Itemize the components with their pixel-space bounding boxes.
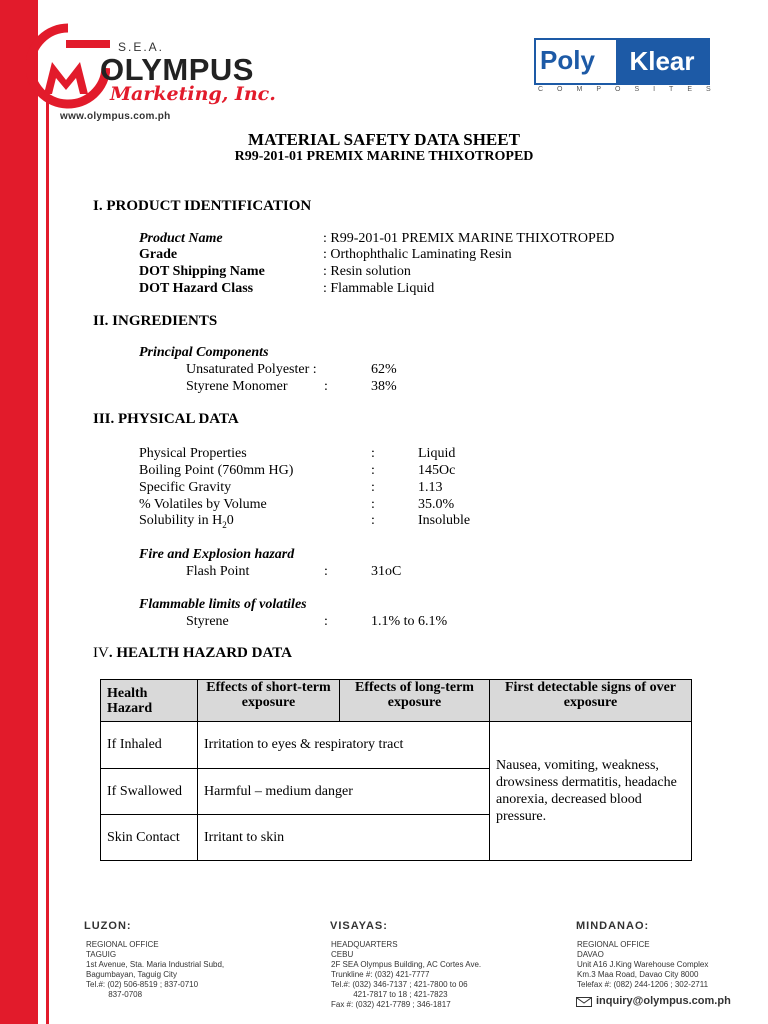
physical-colon: : <box>371 446 375 461</box>
principal-components-heading: Principal Components <box>139 345 269 360</box>
physical-value: 1.13 <box>418 480 443 495</box>
solubility-text: Solubility in H <box>139 513 223 528</box>
effect-cell: Irritation to eyes & respiratory tract <box>198 722 490 769</box>
envelope-icon <box>576 997 592 1007</box>
flash-point-label: Flash Point <box>186 564 250 579</box>
document-title: MATERIAL SAFETY DATA SHEET <box>248 130 520 149</box>
dot-shipping-value: : Resin solution <box>323 264 411 279</box>
section-physical-data: III. PHYSICAL DATA <box>93 411 239 427</box>
section-iv-title: . HEALTH HAZARD DATA <box>108 645 292 661</box>
section-ingredients: II. INGREDIENTS <box>93 313 218 329</box>
physical-colon: : <box>371 480 375 495</box>
section-product-identification: I. PRODUCT IDENTIFICATION <box>93 198 312 214</box>
fire-hazard-heading: Fire and Explosion hazard <box>139 547 295 562</box>
olympus-logo-icon <box>26 22 110 112</box>
physical-colon: : <box>371 513 375 528</box>
flash-point-value: 31oC <box>371 564 402 579</box>
footer-luzon-title: LUZON: <box>84 920 132 932</box>
footer-luzon-body: REGIONAL OFFICE TAGUIG 1st Avenue, Sta. Maria Industrial Subd, Bagumbayan, Taguig City Tel.#: (02) 506-8519 ; 837-0710 837-0708 <box>86 940 225 999</box>
grade-value: : Orthophthalic Laminating Resin <box>323 247 512 262</box>
table-row <box>101 722 692 769</box>
health-hazard-table <box>100 679 692 861</box>
hazard-cell: If Inhaled <box>101 722 198 769</box>
physical-name: Specific Gravity <box>139 480 232 495</box>
styrene-label: Styrene <box>186 614 229 629</box>
styrene-value: 1.1% to 6.1% <box>371 614 448 629</box>
physical-name: Boiling Point (760mm HG) <box>139 463 294 478</box>
physical-value: Insoluble <box>418 513 471 528</box>
logo-tagline: Marketing, Inc. <box>110 83 276 105</box>
logo-olympus: OLYMPUS <box>100 52 254 87</box>
header-long-term: Effects of long-term exposure <box>340 680 490 722</box>
dot-shipping-label: DOT Shipping Name <box>139 264 265 279</box>
footer-mindanao-body: REGIONAL OFFICE DAVAO Unit A16 J.King Warehouse Complex Km.3 Maa Road, Davao City 8000 Telefax #: (082) 244-1206 ; 302-2711 <box>577 940 709 989</box>
header-health-hazard: Health Hazard <box>101 680 198 722</box>
section-health-hazard <box>93 645 292 662</box>
table-header-row <box>101 680 692 722</box>
signs-cell: Nausea, vomiting, weakness, drowsiness dermatitis, headache anorexia, decreased blood pressure. <box>490 722 692 861</box>
footer-visayas-title: VISAYAS: <box>330 920 388 932</box>
document-subtitle: R99-201-01 PREMIX MARINE THIXOTROPED <box>234 149 534 164</box>
dot-hazard-label: DOT Hazard Class <box>139 281 254 296</box>
physical-colon: : <box>371 497 375 512</box>
footer-visayas-body: HEADQUARTERS CEBU 2F SEA Olympus Building, AC Cortes Ave. Trunkline #: (032) 421-7777 Tel.#: (032) 346-7137 ; 421-7800 to 06 421-7817 to 18 ; 421-7823 Fax #: (032) 421-7789 ; 346-1817 <box>331 940 482 1009</box>
physical-name: % Volatiles by Volume <box>139 497 267 512</box>
physical-colon: : <box>371 463 375 478</box>
physical-value: 35.0% <box>418 497 455 512</box>
flash-point-colon: : <box>324 564 328 579</box>
solubility-tail: 0 <box>226 513 234 528</box>
physical-name: Physical Properties <box>139 446 247 461</box>
styrene-colon: : <box>324 614 328 629</box>
ingredient-value: 38% <box>371 379 397 394</box>
grade-label: Grade <box>139 247 178 262</box>
footer-mindanao-title: MINDANAO: <box>576 920 650 932</box>
effect-cell: Harmful – medium danger <box>198 769 490 815</box>
hazard-cell: If Swallowed <box>101 769 198 815</box>
footer-email: inquiry@olympus.com.ph <box>596 995 731 1007</box>
ingredient-colon: : <box>324 379 328 394</box>
red-side-line <box>46 100 49 1024</box>
logo-website: www.olympus.com.ph <box>60 111 171 122</box>
hazard-cell: Skin Contact <box>101 815 198 861</box>
section-iv-prefix: IV <box>93 645 109 661</box>
physical-value: Liquid <box>418 446 456 461</box>
polyklear-logo-sub: COMPOSITES <box>538 86 725 93</box>
polyklear-logo-poly: Poly <box>540 45 595 75</box>
header-short-term: Effects of short-term exposure <box>198 680 340 722</box>
ingredient-value: 62% <box>371 362 397 377</box>
product-label: Product Name <box>139 231 223 246</box>
header-first-signs: First detectable signs of over exposure <box>490 680 692 722</box>
flammable-limits-heading: Flammable limits of volatiles <box>139 597 307 612</box>
effect-cell: Irritant to skin <box>198 815 490 861</box>
physical-value: 145Oc <box>418 463 456 478</box>
solubility-subscript: 2 <box>222 519 227 530</box>
physical-name-solubility <box>139 512 234 534</box>
polyklear-logo-klear: Klear <box>616 40 708 83</box>
product-value: : R99-201-01 PREMIX MARINE THIXOTROPED <box>323 231 615 246</box>
logo-sea: S.E.A. <box>118 40 165 54</box>
dot-hazard-value: : Flammable Liquid <box>323 281 435 296</box>
ingredient-name: Styrene Monomer <box>186 379 288 394</box>
ingredient-name: Unsaturated Polyester : <box>186 362 317 377</box>
